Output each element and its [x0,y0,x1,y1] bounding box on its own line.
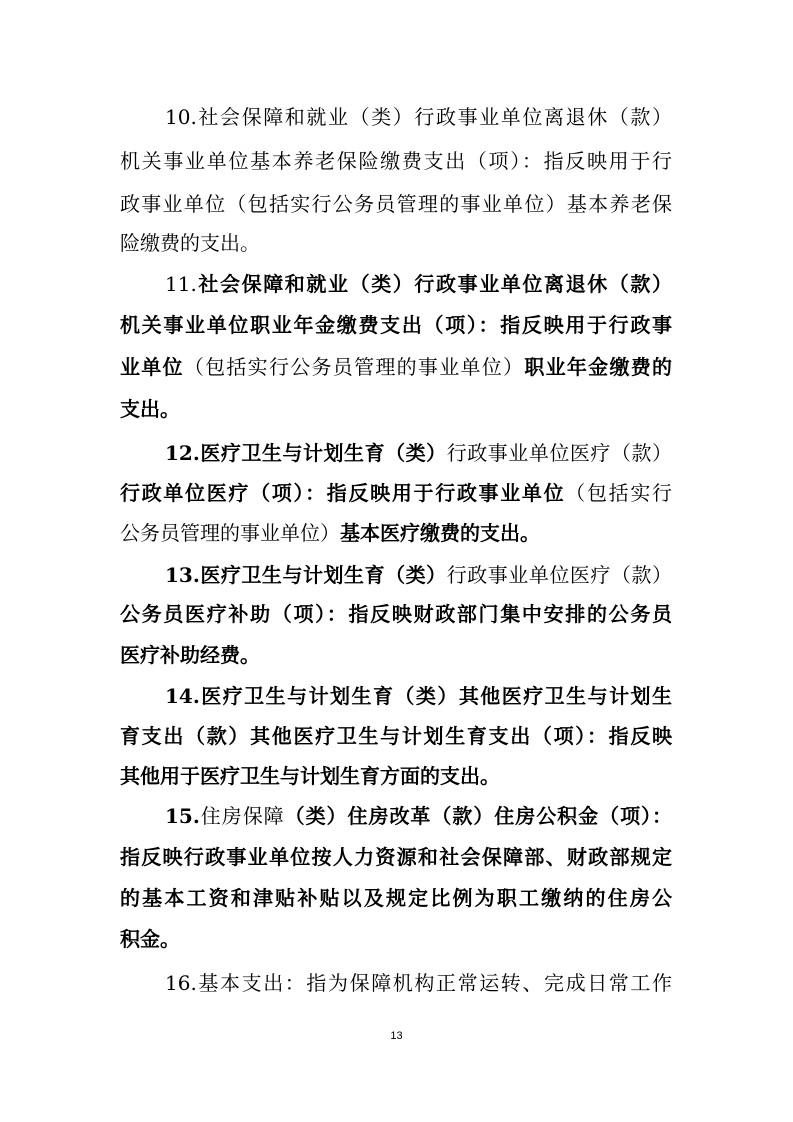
text-run: 业单位 [120,355,184,379]
text-line [120,147,672,175]
text-run: 其他用于医疗卫生与计划生育方面的支出。 [120,764,500,788]
text-line [120,229,672,257]
text-line [120,682,672,710]
text-run: （包括实行公务员管理的事业单位） [183,355,525,379]
text-run: 公务员医疗补助（项）：指反映财政部门集中安排的公务员 [120,602,672,626]
text-run: 公务员管理的事业单位） [120,521,340,545]
text-run: 住房保障 [199,804,285,828]
text-line [120,395,672,423]
text-line [120,925,672,953]
text-run: 险缴费的支出。 [120,231,260,255]
text-line [120,270,672,298]
text-line [120,311,672,339]
text-run: 医疗补助经费。 [120,643,260,667]
item-number: 15. [165,804,200,828]
text-run: 12.医疗卫生与计划生育（类） [165,441,447,465]
text-run: 13.医疗卫生与计划生育（类） [165,563,447,587]
text-run: 机关事业单位基本养老保险缴费支出（项）：指反映用于行 [120,149,672,173]
text-line [120,353,672,381]
text-run: （类）住房改革（款）住房公积金（项）： [284,804,672,828]
text-line [120,762,672,790]
text-line [120,561,672,589]
text-run: 政事业单位（包括实行公务员管理的事业单位）基本养老保 [120,192,672,216]
text-line [120,439,672,467]
text-line [120,969,672,997]
text-run: 行政事业单位医疗（款） [446,441,672,465]
text-line [120,802,672,830]
text-run: 基本医疗缴费的支出。 [340,521,540,545]
text-run: 育支出（款）其他医疗卫生与计划生育支出（项）：指反映 [120,724,672,748]
text-line [120,884,672,912]
text-run: 机关事业单位职业年金缴费支出（项）：指反映用于行政事 [120,313,672,337]
text-run: 社会保障和就业（类）行政事业单位离退休（款） [196,272,672,296]
text-run: 职业年金缴费的 [524,355,672,379]
text-line [120,722,672,750]
text-run: （包括实行 [565,481,672,505]
text-run: 支出。 [120,397,180,421]
text-line [120,519,672,547]
text-run: 16.基本支出：指为保障机构正常运转、完成日常工作 [165,971,672,995]
text-line [120,479,672,507]
text-line [120,641,672,669]
text-line [120,600,672,628]
item-number: 11. [165,272,197,296]
text-run: 指反映行政事业单位按人力资源和社会保障部、财政部规定 [120,845,672,869]
text-run: 积金。 [120,927,180,951]
text-run: 行政单位医疗（项）：指反映用于行政事业单位 [120,481,566,505]
text-line [120,190,672,218]
text-run: 的基本工资和津贴补贴以及规定比例为职工缴纳的住房公 [120,886,672,910]
text-run: 行政事业单位医疗（款） [446,563,672,587]
text-line [120,843,672,871]
text-run: 10.社会保障和就业（类）行政事业单位离退休（款） [165,105,672,129]
text-line [120,103,672,131]
page-number: 13 [390,1030,403,1042]
text-run: 14.医疗卫生与计划生育（类）其他医疗卫生与计划生 [165,684,672,708]
